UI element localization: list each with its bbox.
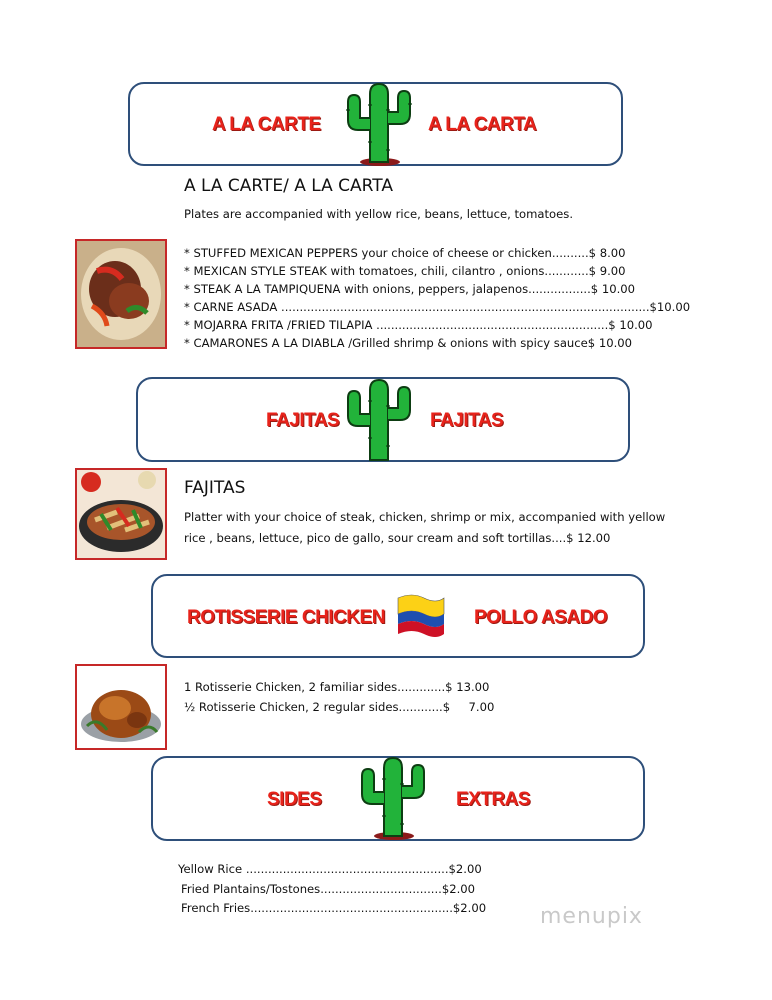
menu-item: * CARNE ASADA ....................................................................................................$10.00	[184, 300, 691, 314]
cactus-icon	[338, 376, 420, 462]
menupix-watermark: menupix	[540, 904, 643, 929]
menu-item: * MEXICAN STYLE STEAK with tomatoes, chili, cilantro , onions............$ 9.00	[184, 264, 626, 278]
rotisserie-chicken-photo	[75, 664, 167, 750]
menu-item: * MOJARRA FRITA /FRIED TILAPIA ...............................................................$ 10.00	[184, 318, 653, 332]
colombian-flag-icon	[394, 592, 448, 640]
cactus-icon	[352, 754, 434, 840]
a-la-carte-banner-right: A LA CARTA	[428, 114, 537, 135]
side-item: French Fries.......................................................$2.00	[181, 901, 487, 915]
menu-item: * STUFFED MEXICAN PEPPERS your choice of cheese or chicken..........$ 8.00	[184, 246, 626, 260]
a-la-carte-heading: A LA CARTE/ A LA CARTA	[184, 176, 393, 196]
fajitas-description-line1: Platter with your choice of steak, chicken, shrimp or mix, accompanied with yellow	[184, 510, 666, 524]
steak-dish-photo	[75, 239, 167, 349]
menu-item: * STEAK A LA TAMPIQUENA with onions, peppers, jalapenos.................$ 10.00	[184, 282, 636, 296]
chicken-banner-left: ROTISSERIE CHICKEN	[187, 607, 385, 628]
cactus-icon	[338, 80, 420, 166]
menu-item: 1 Rotisserie Chicken, 2 familiar sides.............$ 13.00	[184, 680, 490, 694]
side-item: Yellow Rice .......................................................$2.00	[178, 862, 482, 876]
fajitas-photo	[75, 468, 167, 560]
fajitas-description-line2: rice , beans, lettuce, pico de gallo, sour cream and soft tortillas....$ 12.00	[184, 531, 611, 545]
menu-item: * CAMARONES A LA DIABLA /Grilled shrimp & onions with spicy sauce$ 10.00	[184, 336, 633, 350]
chicken-banner-right: POLLO ASADO	[474, 607, 608, 628]
a-la-carte-description: Plates are accompanied with yellow rice, beans, lettuce, tomatoes.	[184, 207, 574, 221]
a-la-carte-banner-left: A LA CARTE	[212, 114, 321, 135]
fajitas-banner-right: FAJITAS	[430, 410, 504, 431]
side-item: Fried Plantains/Tostones.................................$2.00	[181, 882, 476, 896]
fajitas-banner-left: FAJITAS	[266, 410, 340, 431]
sides-banner-left: SIDES	[267, 789, 322, 810]
fajitas-heading: FAJITAS	[184, 478, 246, 498]
sides-banner-right: EXTRAS	[456, 789, 531, 810]
menu-item: ½ Rotisserie Chicken, 2 regular sides............$ 7.00	[184, 700, 495, 714]
